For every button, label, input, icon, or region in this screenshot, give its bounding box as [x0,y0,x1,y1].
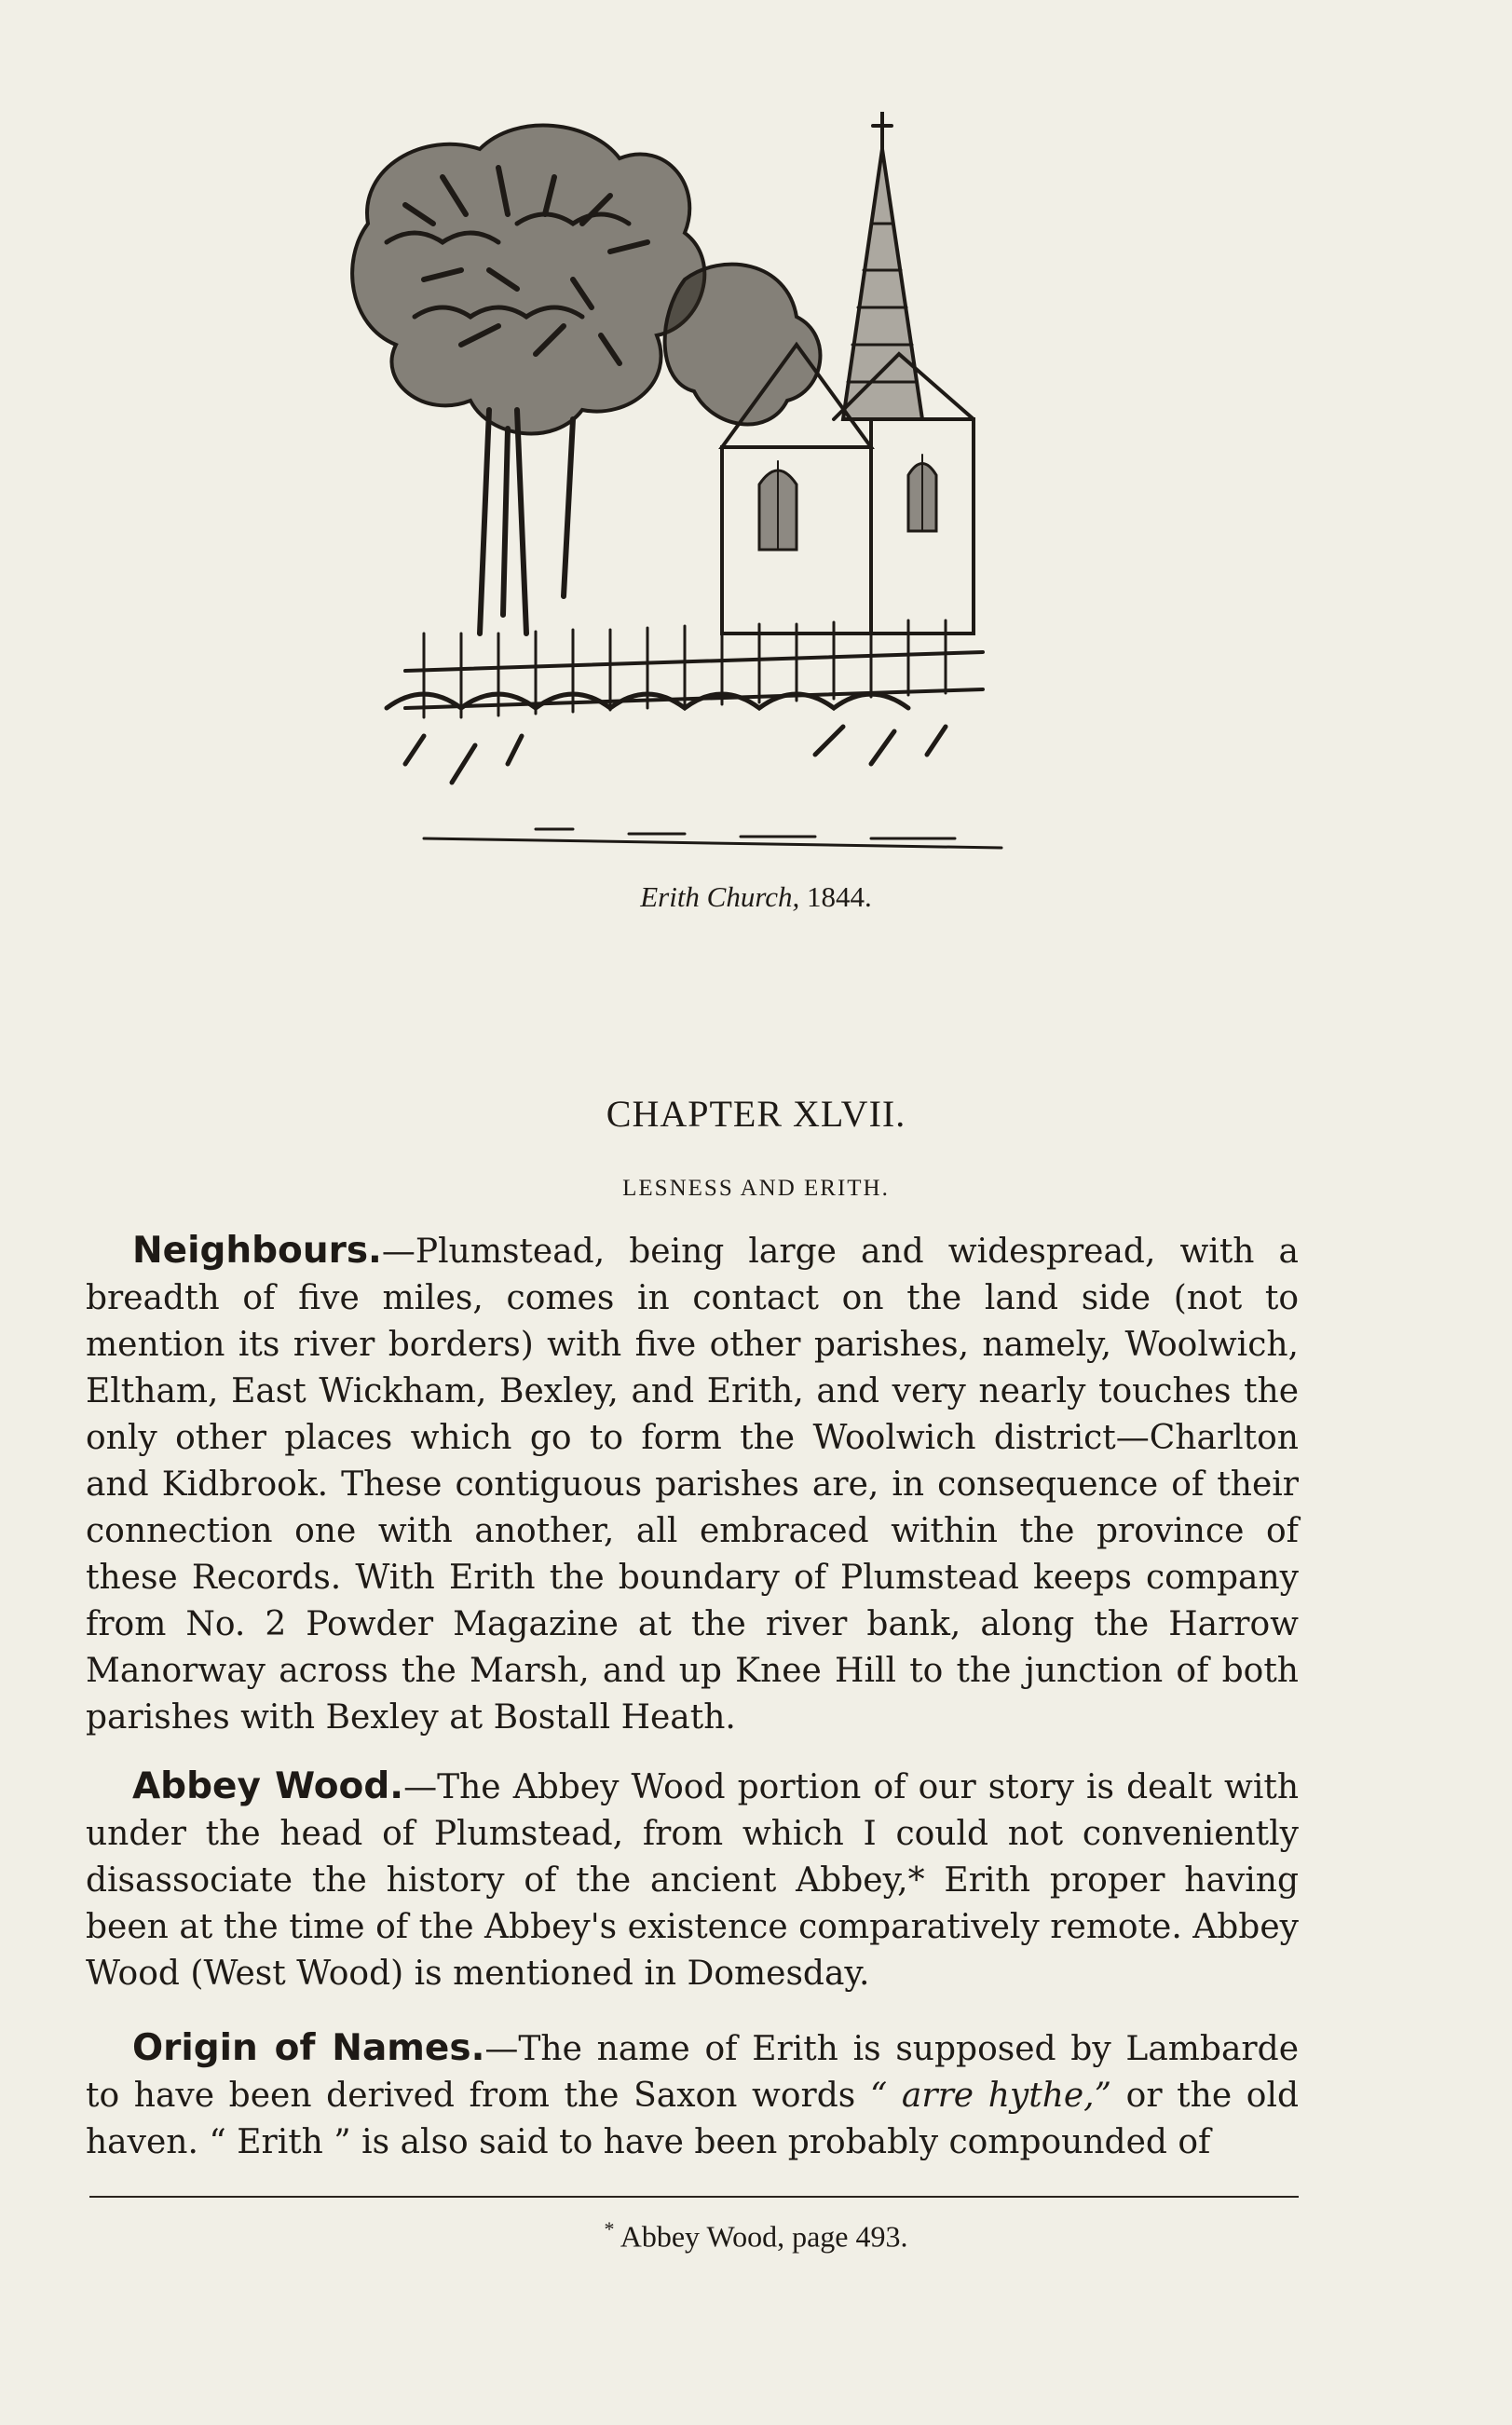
chapter-subtitle: LESNESS AND ERITH. [622,1176,890,1201]
italic-quote: “ arre hythe,” [869,2077,1112,2115]
gothic-window [759,464,936,551]
paragraph-origin-of-names [86,2025,1299,2166]
ground-path [424,829,1001,848]
chapter-title: CHAPTER XLVII. [606,1093,906,1135]
paragraph-text-cont: Erith proper having been at the time of the Abbey's existence comparatively remote. Abbey Wood (West Wood) is mentioned in Domesday. [86,1861,1299,1993]
caption-title: Erith Church, [640,880,800,913]
footnote-text: Abbey Wood, page 493. [620,2219,908,2254]
paragraph-heading: Neighbours. [132,1230,382,1272]
paragraph-heading: Abbey Wood. [132,1765,404,1807]
illustration-caption [0,880,1512,914]
paragraph-text: —The Abbey Wood portion of our story is dealt with under the head of Plumstead, from which I could not conveniently disassociate the history of the ancient Abbey, [86,1768,1300,1900]
paragraph-text-cont: or the old haven. “ Erith ” is also said to have been probably compounded of [86,2077,1300,2161]
tree-canopy [352,126,704,434]
paragraph-neighbours [86,1228,1299,1741]
footnote-divider [89,2196,1299,2198]
paragraph-abbey-wood [86,1764,1299,1997]
caption-year: 1844. [807,880,872,913]
footnote-mark: * [604,2217,615,2241]
footnote [0,2217,1512,2255]
paragraph-heading: Origin of Names. [132,2027,485,2069]
tree-trunk [480,410,573,633]
paragraph-text: —The name of Erith is supposed by Lambarde to have been derived from the Saxon words [86,2030,1299,2115]
paragraph-text: —Plumstead, being large and widespread, with a breadth of five miles, comes in contact on the land side (not to mention its river borders) with five other parishes, namely, Woolwich, Eltham, East Wickham, Bexley, and Erith, and very nearly touches the only other places which go to form the Woolwich district—Charlton and Kidbrook. These contiguous parishes are, in consequence of their connection one with another, all embraced within the province of these Records. With Erith the boundary of Plumstead keeps company from No. 2 Powder Magazine at the river bank, along the Harrow Manorway across the Marsh, and up Knee Hill to the junction of both parishes with Bexley at Bostall Heath. [86,1233,1299,1737]
church-spire [843,112,922,419]
erith-church-engraving [349,112,1053,871]
footnote-reference: * [907,1861,925,1900]
